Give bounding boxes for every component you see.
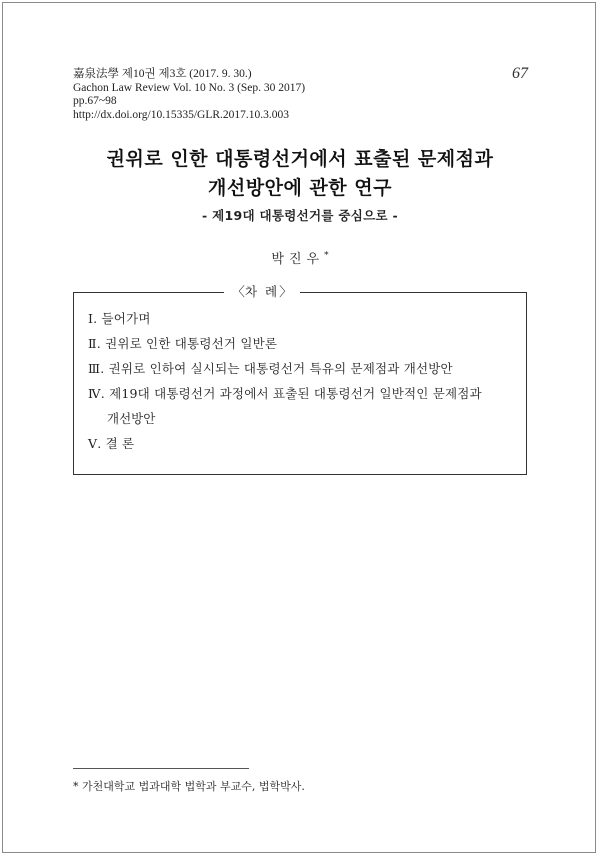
author-footnote-marker[interactable]: * (324, 250, 329, 261)
author-line (0, 248, 600, 267)
toc-item[interactable] (88, 359, 453, 377)
journal-english-citation: Gachon Law Review Vol. 10 No. 3 (Sep. 30 2017) (73, 81, 306, 94)
article-title-line-1: 권위로 인한 대통령선거에서 표출된 문제점과 (106, 148, 494, 170)
page-number: 67 (512, 65, 528, 82)
article-title-line-2: 개선방안에 관한 연구 (208, 177, 392, 199)
footnote-divider (73, 768, 249, 769)
toc-heading-label: 차 례 (244, 284, 280, 299)
toc-item-label: 들어가며 (101, 311, 151, 326)
journal-metadata (73, 68, 305, 122)
journal-doi-link[interactable]: http://dx.doi.org/10.15335/GLR.2017.10.3.003 (73, 108, 290, 121)
toc-item-label: 제19대 대통령선거 과정에서 표출된 대통령선거 일반적인 문제점과 (109, 386, 482, 401)
toc-item-label: 권위로 인하여 실시되는 대통령선거 특유의 문제점과 개선방안 (108, 361, 453, 376)
toc-close-bracket: 〉 (279, 285, 293, 300)
journal-korean-citation: 嘉泉法學 제10권 제3호 (2017. 9. 30.) (73, 68, 252, 80)
toc-open-bracket: 〈 (231, 285, 245, 300)
toc-item[interactable] (88, 334, 277, 352)
toc-item-number: Ⅰ. (88, 311, 98, 326)
journal-pages: pp.67~98 (73, 95, 117, 108)
toc-item-label: 권위로 인한 대통령선거 일반론 (105, 336, 278, 351)
toc-item-number: Ⅲ. (88, 361, 105, 376)
toc-heading (224, 283, 300, 302)
toc-item-number: Ⅴ. (88, 436, 102, 451)
toc-item[interactable] (88, 309, 151, 327)
toc-item-continuation[interactable]: 개선방안 (107, 411, 156, 426)
author-footnote: * 가천대학교 법과대학 법학과 부교수, 법학박사. (73, 780, 305, 793)
toc-item-number: Ⅱ. (88, 336, 101, 351)
author-name: 박진우 (271, 252, 325, 267)
toc-item-label: 결 론 (105, 436, 135, 451)
article-subtitle: - 제19대 대통령선거를 중심으로 - (201, 208, 399, 223)
toc-item[interactable] (88, 384, 482, 402)
toc-item-number: Ⅳ. (88, 386, 105, 401)
toc-item[interactable] (88, 434, 134, 452)
